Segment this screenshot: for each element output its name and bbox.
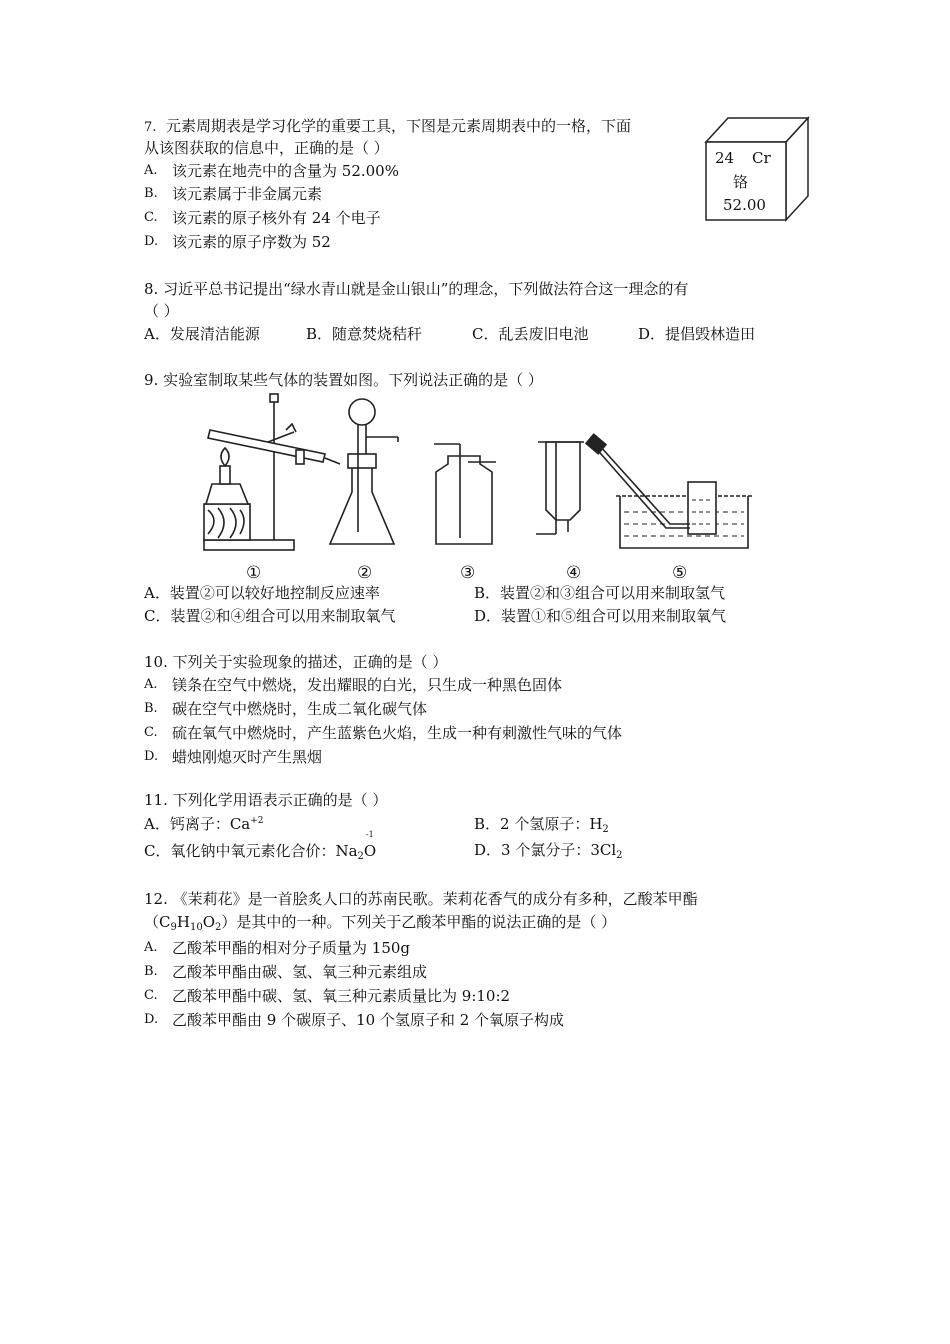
q10-option-d: 蜡烛刚熄灭时产生黑烟 — [172, 748, 323, 766]
q7-option-d: 该元素的原子序数为 52 — [172, 233, 331, 251]
q11-option-c-oxygen — [363, 830, 377, 861]
q7-stem-line2: 从该图获取的信息中，正确的是（ ） — [144, 139, 389, 157]
q9-option-a: A．装置②可以较好地控制反应速率 — [144, 584, 380, 602]
q10-option-c-label: C. — [144, 725, 158, 740]
q11-option-a-charge: +2 — [250, 816, 264, 826]
q11-stem: 11. 下列化学用语表示正确的是（ ） — [144, 791, 388, 809]
element-atomic-number: 24 — [715, 149, 735, 167]
q10-stem: 10. 下列关于实验现象的描述，正确的是（ ） — [144, 653, 448, 671]
q11-option-c-o: O — [363, 842, 377, 860]
q8-option-a: A．发展清洁能源 — [144, 325, 260, 343]
q11-option-d-text: D．3 个氯分子：3Cl — [474, 841, 617, 859]
lab-apparatus-figure — [190, 392, 770, 562]
q11-option-c-valence: -1 — [365, 830, 374, 839]
device-1-apparatus — [204, 394, 340, 550]
device-3-apparatus — [434, 444, 496, 544]
q9-device-label-3: ③ — [460, 563, 476, 583]
q12-option-c-label: C. — [144, 988, 158, 1003]
q9-option-d: D．装置①和⑤组合可以用来制取氧气 — [474, 607, 727, 625]
device-4-apparatus — [536, 442, 584, 534]
q12-stem-line1: 12. 《茉莉花》是一首脍炙人口的苏南民歌。茉莉花香气的成分有多种，乙酸苯甲酯 — [144, 890, 698, 908]
q12-option-b-label: B. — [144, 964, 158, 979]
device-2-apparatus — [330, 399, 398, 544]
q7-option-d-label: D. — [144, 234, 159, 249]
q7-number: 7. — [144, 120, 157, 135]
q9-device-label-5: ⑤ — [672, 563, 688, 583]
element-atomic-mass: 52.00 — [723, 196, 766, 214]
q7-option-a-label: A. — [144, 163, 158, 178]
q11-option-a — [144, 814, 264, 834]
q11-option-b-subscript: 2 — [602, 824, 609, 835]
q11-option-c-text: C．氧化钠中氧元素化合价：Na — [144, 842, 358, 860]
q11-option-c — [144, 830, 377, 862]
q12-formula-sub-h: 10 — [189, 922, 203, 933]
q11-option-d-subscript: 2 — [616, 850, 623, 861]
element-name: 铬 — [733, 173, 749, 191]
device-5-apparatus — [586, 434, 752, 548]
q8-stem-line1: 8. 习近平总书记提出“绿水青山就是金山银山”的理念，下列做法符合这一理念的有 — [144, 280, 689, 298]
q11-option-a-text: A．钙离子：Ca — [144, 815, 251, 833]
q9-option-b: B．装置②和③组合可以用来制取氢气 — [474, 584, 726, 602]
q7-stem-text: 元素周期表是学习化学的重要工具，下图是元素周期表中的一格，下面 — [165, 117, 631, 135]
q12-formula-c: （C — [144, 913, 171, 931]
q12-formula-sub-o: 2 — [215, 922, 222, 933]
q8-option-d: D．提倡毁林造田 — [638, 325, 756, 343]
q12-formula-sub-c: 9 — [170, 922, 177, 933]
q12-option-d-label: D. — [144, 1012, 159, 1027]
q10-option-b-label: B. — [144, 701, 158, 716]
q7-option-b-label: B. — [144, 186, 158, 201]
q12-option-d: 乙酸苯甲酯由 9 个碳原子、10 个氢原子和 2 个氧原子构成 — [172, 1011, 565, 1029]
q12-formula-h: H — [176, 913, 190, 931]
q12-stem-line2 — [144, 912, 616, 932]
q12-option-b: 乙酸苯甲酯由碳、氢、氧三种元素组成 — [172, 963, 428, 981]
q12-option-a: 乙酸苯甲酯的相对分子质量为 150g — [172, 939, 411, 957]
q11-option-c-subscript: 2 — [357, 851, 364, 862]
q12-option-c: 乙酸苯甲酯中碳、氢、氧三种元素质量比为 9:10:2 — [172, 987, 511, 1005]
q11-option-d — [474, 840, 623, 860]
q11-option-b-text: B．2 个氢原子：H — [474, 815, 603, 833]
q10-option-b: 碳在空气中燃烧时，生成二氧化碳气体 — [172, 700, 428, 718]
q7-option-b: 该元素属于非金属元素 — [172, 185, 323, 203]
q9-device-label-1: ① — [246, 563, 262, 583]
q7-option-c-label: C. — [144, 210, 158, 225]
q7-option-c: 该元素的原子核外有 24 个电子 — [172, 209, 381, 227]
q10-option-a: 镁条在空气中燃烧，发出耀眼的白光，只生成一种黑色固体 — [172, 676, 563, 694]
q12-stem-rest: ）是其中的一种。下列关于乙酸苯甲酯的说法正确的是（ ） — [221, 913, 617, 931]
q8-option-b: B．随意焚烧秸秆 — [306, 325, 423, 343]
q9-device-label-2: ② — [357, 563, 373, 583]
q8-option-c: C．乱丢废旧电池 — [472, 325, 589, 343]
q9-device-label-4: ④ — [566, 563, 582, 583]
q12-formula-o: O — [202, 913, 215, 931]
q11-option-b — [474, 814, 609, 834]
q10-option-c: 硫在氧气中燃烧时，产生蓝紫色火焰，生成一种有刺激性气味的气体 — [172, 724, 623, 742]
q7-option-a: 该元素在地壳中的含量为 52.00% — [172, 162, 399, 180]
q9-option-c: C．装置②和④组合可以用来制取氧气 — [144, 607, 396, 625]
q10-option-a-label: A. — [144, 677, 158, 692]
q8-stem-line2: （ ） — [144, 302, 179, 320]
q10-option-d-label: D. — [144, 749, 159, 764]
q7-stem-line1 — [144, 116, 631, 138]
q9-stem: 9. 实验室制取某些气体的装置如图。下列说法正确的是（ ） — [144, 371, 543, 389]
element-symbol: Cr — [752, 149, 771, 167]
q12-option-a-label: A. — [144, 940, 158, 955]
